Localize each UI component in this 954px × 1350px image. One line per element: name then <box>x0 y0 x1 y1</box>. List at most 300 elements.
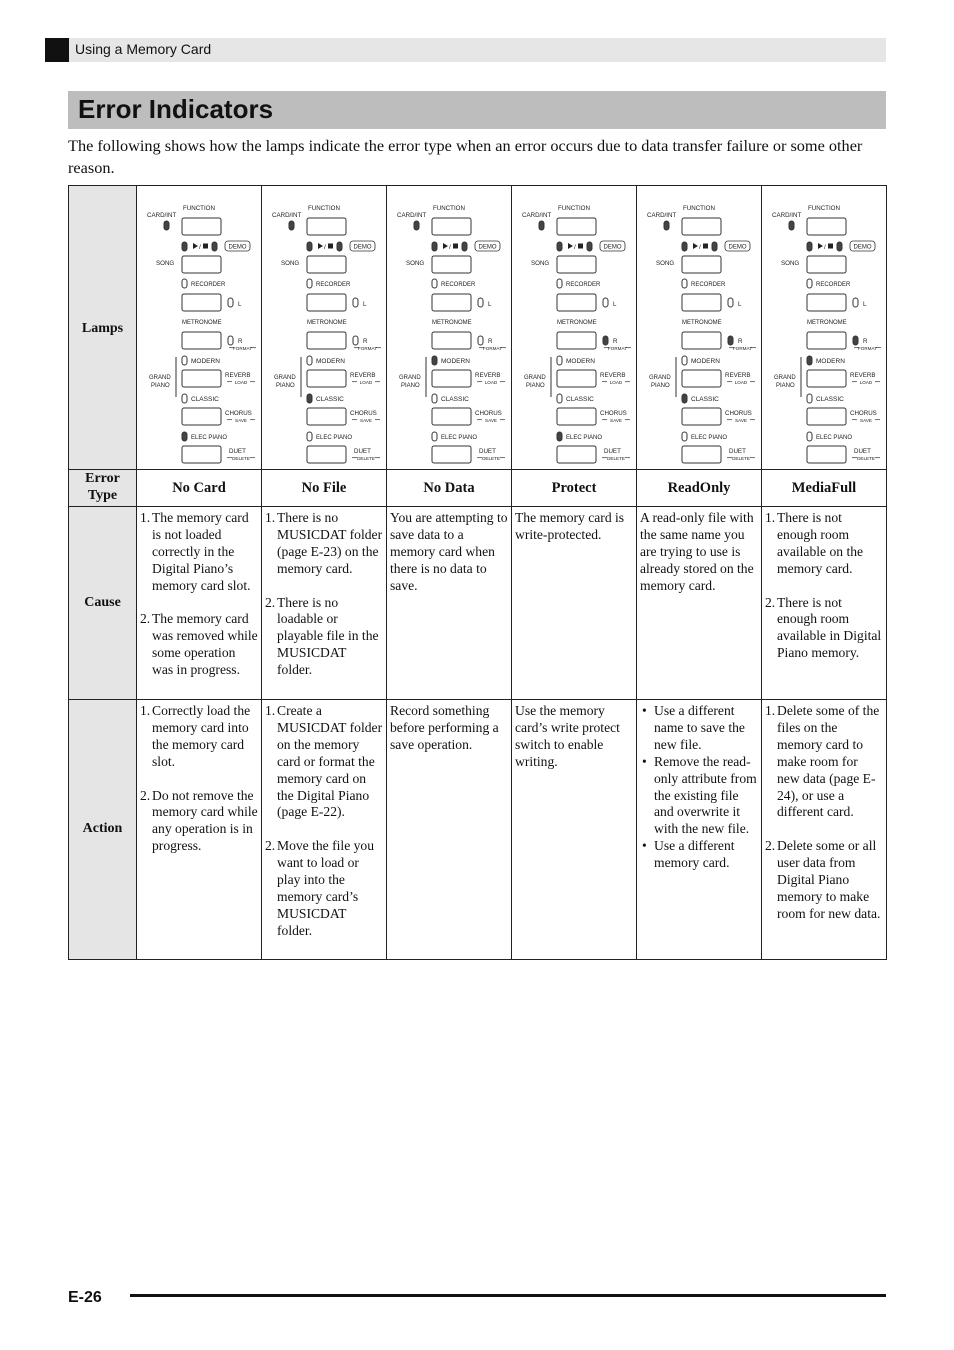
song-button <box>557 256 596 273</box>
elec-piano-lamp <box>557 432 562 441</box>
grand-piano-button <box>807 370 846 387</box>
slash-label: / <box>699 244 701 251</box>
error-type: ReadOnly <box>637 470 762 507</box>
load-label: LOAD <box>609 380 623 385</box>
piano-label: PIANO <box>151 383 170 389</box>
stop-icon <box>328 244 333 249</box>
action-list <box>265 703 383 940</box>
elec-piano-button <box>682 446 721 463</box>
delete-label: DELETE <box>607 456 625 461</box>
cause-cell <box>637 507 762 700</box>
r-lamp <box>478 336 483 345</box>
card-int-label: CARD/INT <box>772 212 802 219</box>
cause-text: There is no loadable or playable file in the MUSICDAT folder. <box>277 594 379 678</box>
list-marker: 1. <box>765 703 776 718</box>
classic-label: CLASSIC <box>316 396 344 403</box>
duet-label: DUET <box>354 448 371 455</box>
recorder-lamp <box>182 279 187 288</box>
cause-cell <box>512 507 637 700</box>
action-item <box>390 703 508 754</box>
modern-label: MODERN <box>566 358 595 365</box>
play-icon <box>443 243 448 249</box>
row-label-error-type: Error Type <box>69 470 137 507</box>
classic-label: CLASSIC <box>566 396 594 403</box>
metronome-label: METRONOME <box>182 320 222 326</box>
function-button <box>432 218 471 235</box>
action-item <box>640 838 758 872</box>
elec-piano-label: ELEC PIANO <box>191 435 228 441</box>
load-label: LOAD <box>234 380 248 385</box>
recorder-label: RECORDER <box>816 282 851 288</box>
demo-label: DEMO <box>478 244 497 251</box>
classic-lamp <box>682 394 687 403</box>
song-button <box>432 256 471 273</box>
demo-lamp <box>462 242 467 251</box>
elec-piano-lamp <box>682 432 687 441</box>
action-text: Do not remove the memory card while any operation is in progress. <box>152 787 258 854</box>
recorder-lamp <box>557 279 562 288</box>
classic-button <box>307 408 346 425</box>
chorus-label: CHORUS <box>850 410 877 417</box>
recorder-button <box>182 294 221 311</box>
error-type: No Data <box>387 470 512 507</box>
metronome-button <box>807 332 846 349</box>
chorus-label: CHORUS <box>350 410 377 417</box>
format-label: FORMAT <box>357 346 378 351</box>
modern-label: MODERN <box>691 358 720 365</box>
stop-icon <box>453 244 458 249</box>
l-lamp <box>228 298 233 307</box>
classic-label: CLASSIC <box>191 396 219 403</box>
metronome-button <box>557 332 596 349</box>
action-text: Remove the read-only attribute from the existing file and overwrite it with the new file. <box>654 753 757 837</box>
list-marker: • <box>642 753 647 769</box>
cause-list <box>640 510 758 595</box>
function-label: FUNCTION <box>308 205 340 212</box>
recorder-button <box>807 294 846 311</box>
duet-label: DUET <box>854 448 871 455</box>
action-text: Correctly load the memory card into the memory card slot. <box>152 703 251 769</box>
cause-item <box>390 510 508 595</box>
song-label: SONG <box>156 260 175 267</box>
list-marker: 1. <box>140 703 151 718</box>
stop-icon <box>828 244 833 249</box>
chorus-label: CHORUS <box>475 410 502 417</box>
error-type: No Card <box>137 470 262 507</box>
r-lamp <box>728 336 733 345</box>
list-marker: 1. <box>265 510 276 525</box>
lamp-panel-cell <box>387 186 512 470</box>
list-marker: 2. <box>140 787 151 803</box>
card-int-lamp <box>164 221 169 230</box>
demo-lamp <box>712 242 717 251</box>
save-label: SAVE <box>610 418 622 423</box>
lamp-panel-cell <box>137 186 262 470</box>
stop-icon <box>578 244 583 249</box>
card-int-label: CARD/INT <box>272 212 302 219</box>
metronome-button <box>182 332 221 349</box>
lamp-panel-cell <box>637 186 762 470</box>
load-label: LOAD <box>734 380 748 385</box>
classic-label: CLASSIC <box>691 396 719 403</box>
demo-lamp <box>212 242 217 251</box>
play-icon <box>568 243 573 249</box>
delete-label: DELETE <box>357 456 375 461</box>
cause-item <box>265 510 383 578</box>
modern-lamp <box>182 356 187 365</box>
lamp-panel <box>389 189 509 465</box>
elec-piano-button <box>432 446 471 463</box>
error-table <box>68 185 887 960</box>
cause-item <box>265 595 383 680</box>
format-label: FORMAT <box>732 346 753 351</box>
lamp-panel <box>264 189 384 465</box>
recorder-button <box>557 294 596 311</box>
classic-lamp <box>307 394 312 403</box>
action-item <box>640 754 758 839</box>
metronome-button <box>682 332 721 349</box>
elec-piano-label: ELEC PIANO <box>566 435 603 441</box>
elec-piano-label: ELEC PIANO <box>316 435 353 441</box>
chorus-label: CHORUS <box>725 410 752 417</box>
l-label: L <box>863 301 867 308</box>
action-cell <box>512 700 637 960</box>
duet-label: DUET <box>479 448 496 455</box>
card-int-label: CARD/INT <box>397 212 427 219</box>
classic-lamp <box>557 394 562 403</box>
lamp-panel <box>639 189 759 465</box>
recorder-button <box>432 294 471 311</box>
cause-cell <box>762 507 887 700</box>
cause-item <box>640 510 758 595</box>
grand-piano-button <box>307 370 346 387</box>
elec-piano-lamp <box>807 432 812 441</box>
action-text: Use a different name to save the new file. <box>654 703 745 752</box>
cause-text: You are attempting to save data to a memory card when there is no data to save. <box>390 510 508 593</box>
elec-piano-button <box>557 446 596 463</box>
demo-lamp <box>337 242 342 251</box>
card-int-lamp <box>289 221 294 230</box>
metronome-label: METRONOME <box>557 320 597 326</box>
action-item <box>140 703 258 771</box>
card-int-label: CARD/INT <box>647 212 677 219</box>
delete-label: DELETE <box>482 456 500 461</box>
modern-label: MODERN <box>191 358 220 365</box>
cause-cell <box>387 507 512 700</box>
cause-text: The memory card is write-protected. <box>515 510 625 542</box>
action-list <box>390 703 508 754</box>
format-label: FORMAT <box>607 346 628 351</box>
row-label-cause: Cause <box>69 507 137 700</box>
l-lamp <box>603 298 608 307</box>
action-cell <box>387 700 512 960</box>
section-title: Using a Memory Card <box>75 41 212 57</box>
cause-item <box>140 510 258 595</box>
l-label: L <box>488 301 492 308</box>
cause-item <box>765 510 883 578</box>
function-button <box>307 218 346 235</box>
play-lamp <box>682 242 687 251</box>
cause-text: The memory card is not loaded correctly in the Digital Piano’s memory card slot. <box>152 510 251 593</box>
function-label: FUNCTION <box>433 205 465 212</box>
action-item <box>640 703 758 754</box>
cause-list <box>765 510 883 662</box>
r-label: R <box>863 338 868 345</box>
card-int-lamp <box>539 221 544 230</box>
format-label: FORMAT <box>482 346 503 351</box>
load-label: LOAD <box>859 380 873 385</box>
reverb-label: REVERB <box>350 372 376 379</box>
play-lamp <box>432 242 437 251</box>
list-marker: 2. <box>265 838 276 854</box>
classic-lamp <box>432 394 437 403</box>
function-button <box>182 218 221 235</box>
cause-text: A read-only file with the same name you are trying to use is already stored on the memory card. <box>640 510 754 593</box>
r-label: R <box>738 338 743 345</box>
card-int-lamp <box>664 221 669 230</box>
intro-paragraph: The following shows how the lamps indicate the error type when an error occurs due to data transfer failure or some other reason. <box>68 136 863 177</box>
action-item <box>140 788 258 856</box>
grand-label: GRAND <box>274 375 296 381</box>
grand-label: GRAND <box>399 375 421 381</box>
stop-icon <box>203 244 208 249</box>
function-button <box>682 218 721 235</box>
grand-piano-button <box>432 370 471 387</box>
l-label: L <box>363 301 367 308</box>
row-label-action: Action <box>69 700 137 960</box>
action-row <box>69 700 887 960</box>
recorder-label: RECORDER <box>191 282 226 288</box>
action-text: Record something before performing a save operation. <box>390 703 499 752</box>
play-lamp <box>182 242 187 251</box>
play-icon <box>318 243 323 249</box>
save-label: SAVE <box>860 418 872 423</box>
function-label: FUNCTION <box>683 205 715 212</box>
grand-piano-button <box>182 370 221 387</box>
error-type: Protect <box>512 470 637 507</box>
classic-button <box>182 408 221 425</box>
song-button <box>182 256 221 273</box>
delete-label: DELETE <box>857 456 875 461</box>
classic-button <box>807 408 846 425</box>
action-text: Delete some of the files on the memory card to make room for new data (page E-24), or use a different card. <box>777 703 880 820</box>
lamps-row <box>69 186 887 470</box>
metronome-label: METRONOME <box>307 320 347 326</box>
action-text: Create a MUSICDAT folder on the memory card or format the memory card on the Digital Piano (page E-22). <box>277 703 383 820</box>
song-label: SONG <box>281 260 300 267</box>
load-label: LOAD <box>484 380 498 385</box>
action-text: Delete some or all user data from Digital Piano memory to make room for new data. <box>777 838 881 921</box>
play-icon <box>818 243 823 249</box>
chorus-label: CHORUS <box>600 410 627 417</box>
song-label: SONG <box>406 260 425 267</box>
recorder-label: RECORDER <box>441 282 476 288</box>
piano-label: PIANO <box>651 383 670 389</box>
demo-label: DEMO <box>853 244 872 251</box>
lamp-panel-cell <box>512 186 637 470</box>
list-marker: • <box>642 838 647 854</box>
song-label: SONG <box>656 260 675 267</box>
classic-lamp <box>182 394 187 403</box>
lamp-panel <box>139 189 259 465</box>
save-label: SAVE <box>735 418 747 423</box>
delete-label: DELETE <box>232 456 250 461</box>
list-marker: 2. <box>765 594 776 610</box>
footer-rule <box>130 1294 886 1297</box>
duet-label: DUET <box>604 448 621 455</box>
demo-lamp <box>587 242 592 251</box>
recorder-label: RECORDER <box>691 282 726 288</box>
l-label: L <box>613 301 617 308</box>
l-label: L <box>238 301 242 308</box>
cause-cell <box>262 507 387 700</box>
grand-label: GRAND <box>649 375 671 381</box>
delete-label: DELETE <box>732 456 750 461</box>
elec-piano-button <box>307 446 346 463</box>
demo-label: DEMO <box>228 244 247 251</box>
piano-label: PIANO <box>776 383 795 389</box>
recorder-lamp <box>807 279 812 288</box>
function-button <box>557 218 596 235</box>
lamp-panel <box>764 189 884 465</box>
song-button <box>807 256 846 273</box>
action-item <box>265 838 383 939</box>
action-text: Move the file you want to load or play into the memory card’s MUSICDAT folder. <box>277 838 375 938</box>
classic-button <box>557 408 596 425</box>
elec-piano-button <box>807 446 846 463</box>
elec-piano-lamp <box>182 432 187 441</box>
recorder-button <box>682 294 721 311</box>
load-label: LOAD <box>359 380 373 385</box>
r-label: R <box>363 338 368 345</box>
metronome-label: METRONOME <box>807 320 847 326</box>
row-label-lamps: Lamps <box>69 186 137 470</box>
recorder-label: RECORDER <box>566 282 601 288</box>
lamp-panel-cell <box>762 186 887 470</box>
chorus-label: CHORUS <box>225 410 252 417</box>
l-lamp <box>353 298 358 307</box>
stop-icon <box>703 244 708 249</box>
action-list <box>515 703 633 771</box>
save-label: SAVE <box>235 418 247 423</box>
r-lamp <box>603 336 608 345</box>
metronome-label: METRONOME <box>432 320 472 326</box>
song-label: SONG <box>531 260 550 267</box>
demo-label: DEMO <box>603 244 622 251</box>
r-label: R <box>488 338 493 345</box>
error-type: No File <box>262 470 387 507</box>
list-marker: 2. <box>765 838 776 854</box>
grand-label: GRAND <box>149 375 171 381</box>
action-item <box>765 838 883 923</box>
l-lamp <box>478 298 483 307</box>
function-label: FUNCTION <box>183 205 215 212</box>
save-label: SAVE <box>485 418 497 423</box>
grand-label: GRAND <box>774 375 796 381</box>
play-lamp <box>307 242 312 251</box>
modern-lamp <box>807 356 812 365</box>
slash-label: / <box>449 244 451 251</box>
metronome-button <box>432 332 471 349</box>
duet-label: DUET <box>729 448 746 455</box>
grand-label: GRAND <box>524 375 546 381</box>
piano-label: PIANO <box>526 383 545 389</box>
list-marker: 1. <box>140 510 151 525</box>
save-label: SAVE <box>360 418 372 423</box>
play-icon <box>693 243 698 249</box>
card-int-label: CARD/INT <box>147 212 177 219</box>
cause-item <box>515 510 633 544</box>
action-text: Use a different memory card. <box>654 838 735 871</box>
lamp-panel <box>514 189 634 465</box>
l-lamp <box>728 298 733 307</box>
page-number: E-26 <box>68 1289 102 1306</box>
modern-label: MODERN <box>816 358 845 365</box>
card-int-lamp <box>414 221 419 230</box>
error-type-row <box>69 470 887 507</box>
cause-list <box>515 510 633 544</box>
modern-lamp <box>307 356 312 365</box>
cause-list <box>390 510 508 595</box>
action-cell <box>262 700 387 960</box>
cause-list <box>140 510 258 679</box>
action-cell <box>637 700 762 960</box>
action-cell <box>762 700 887 960</box>
page-title: Error Indicators <box>78 94 274 124</box>
cause-text: There is no MUSICDAT folder (page E-23) on the memory card. <box>277 510 383 576</box>
piano-label: PIANO <box>401 383 420 389</box>
modern-lamp <box>557 356 562 365</box>
song-button <box>307 256 346 273</box>
reverb-label: REVERB <box>225 372 251 379</box>
song-button <box>682 256 721 273</box>
recorder-lamp <box>682 279 687 288</box>
r-lamp <box>353 336 358 345</box>
song-label: SONG <box>781 260 800 267</box>
classic-button <box>432 408 471 425</box>
list-marker: • <box>642 703 647 718</box>
lamp-panel-cell <box>262 186 387 470</box>
cause-text: There is not enough room available in Digital Piano memory. <box>777 594 882 661</box>
play-icon <box>193 243 198 249</box>
action-list <box>765 703 883 923</box>
action-item <box>515 703 633 771</box>
header-marker <box>45 38 69 62</box>
action-cell <box>137 700 262 960</box>
modern-label: MODERN <box>316 358 345 365</box>
elec-piano-button <box>182 446 221 463</box>
page-header <box>45 38 886 62</box>
reverb-label: REVERB <box>600 372 626 379</box>
metronome-label: METRONOME <box>682 320 722 326</box>
card-int-lamp <box>789 221 794 230</box>
r-lamp <box>853 336 858 345</box>
elec-piano-label: ELEC PIANO <box>691 435 728 441</box>
format-label: FORMAT <box>857 346 878 351</box>
piano-label: PIANO <box>276 383 295 389</box>
grand-piano-button <box>682 370 721 387</box>
list-marker: 1. <box>765 510 776 525</box>
action-list <box>640 703 758 872</box>
list-marker: 2. <box>140 611 151 627</box>
elec-piano-label: ELEC PIANO <box>441 435 478 441</box>
reverb-label: REVERB <box>850 372 876 379</box>
function-button <box>807 218 846 235</box>
cause-item <box>765 595 883 663</box>
cause-list <box>265 510 383 679</box>
recorder-button <box>307 294 346 311</box>
duet-label: DUET <box>229 448 246 455</box>
